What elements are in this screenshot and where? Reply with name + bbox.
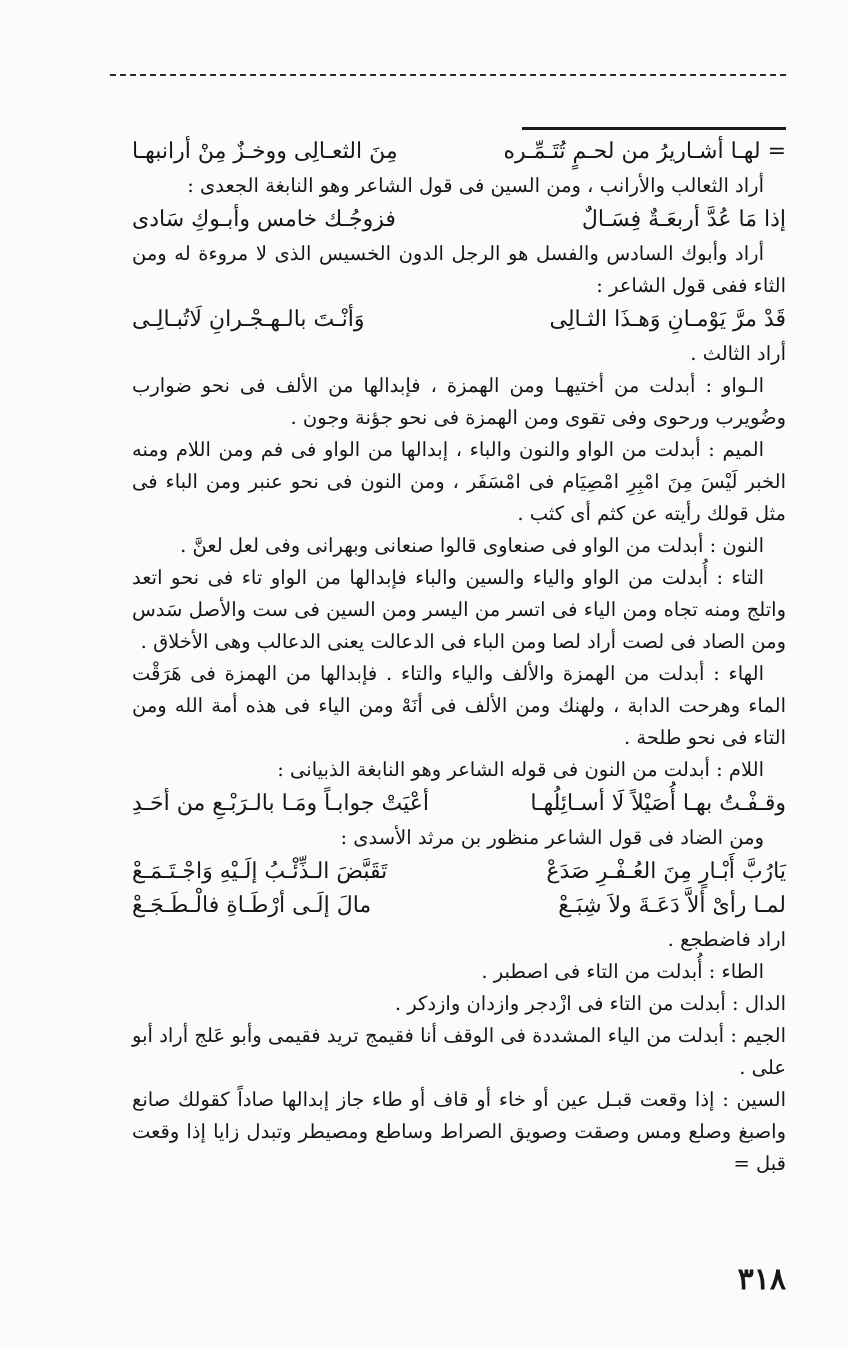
text-paragraph: الـواو : أبدلت من أختيهـا ومن الهمزة ، فإبدالها من الألف فى نحو ضوارب وضُويرب ورحوى وفى تقوى ومن الهمزة فى نحو جؤنة وجون .	[132, 374, 786, 429]
footnote-separator-rule	[522, 127, 786, 130]
text-paragraph: اراد فاضطجع .	[667, 928, 786, 951]
verse-second-hemistich: وَأنْـتَ بالـهـجْـرانِ لَاتُبـالِـى	[132, 307, 365, 332]
text-paragraph: الميم : أبدلت من الواو والنون والباء ، إبدالها من الواو فى فم ومن اللام ومنه الخبر لَيْسَ مِنَ امْبِرِ امْصِيَام فى امْسَفَر ، ومن النون فى نحو عنبر ومن الباء فى مثل قولك رأيته عن كثم أى كثب .	[132, 438, 786, 525]
verse-first-hemistich: يَارُبَّ أَبْـارٍ مِنَ العُـفْـرِ صَدَعْ	[546, 859, 786, 884]
text-paragraph: التاء : أُبدلت من الواو والياء والسين والباء فإبدالها من الواو تاء فى نحو اتعد واتلج ومنه تجاه ومن الياء فى اتسر من اليسر ومن السين فى ست والأصل سَدس ومن الصاد فى لصت أراد لصا ومن الباء فى الدعالت يعنى الدعالب وهى الأخلاق .	[132, 566, 786, 653]
verse-first-hemistich: = لهـا أشـاريرُ من لحـمٍ تُتَـمِّـره	[503, 139, 786, 164]
verse-first-hemistich: وقـفْـتُ بهـا أُصَيْلاً لَا أسـائِلُهـا	[530, 791, 786, 816]
page-body	[132, 134, 786, 1180]
verse-first-hemistich: قَدْ مرَّ يَوْمـانِ وَهـذَا الثـالِى	[549, 307, 786, 332]
text-paragraph: الطاء : أُبدلت من التاء فى اصطبر .	[481, 960, 764, 983]
verse-second-hemistich: مالَ إلَـى أرْطَـاةِ فالْـطَـجَـعْ	[132, 893, 372, 918]
verse-line	[132, 204, 786, 236]
verse-second-hemistich: فزوجُـك خامس وأبـوكِ سَادى	[132, 207, 396, 232]
text-paragraph: النون : أبدلت من الواو فى صنعاوى قالوا صنعانى وبهرانى وفى لعل لعنَّ .	[180, 534, 764, 557]
verse-first-hemistich: إذا مَا عُدَّ أربعَـةٌ فِسَـالٌ	[581, 207, 786, 232]
text-paragraph: الدال : أبدلت من التاء فى ازْدجر وازدان وازدكر .	[394, 992, 786, 1015]
verse-second-hemistich: تَقَبَّضَ الـذِّئْـبُ إلَـيْهِ وَاجْـتَـمَـعْ	[132, 859, 388, 884]
verse-line	[132, 788, 786, 820]
verse-first-hemistich: لمـا رأىْ ألاَّ دَعَـةَ ولاَ شِبَـعْ	[558, 893, 786, 918]
text-paragraph: اللام : أبدلت من النون فى قوله الشاعر وهو النابغة الذبيانى :	[277, 758, 764, 781]
verse-second-hemistich: مِنَ الثعـالِى ووخـزٌ مِنْ أرانبهـا	[132, 139, 398, 164]
verse-second-hemistich: أعْيَتْ جوابـاً ومَـا بالـرَبْـعِ من أحَـدِ	[132, 791, 429, 816]
text-paragraph: الجيم : أبدلت من الياء المشددة فى الوقف أنا فقيمج تريد فقيمى وأبو عَلج أراد أبو على .	[132, 1024, 786, 1079]
header-dashed-line	[110, 74, 786, 76]
page-number: ٣١٨	[737, 1262, 786, 1297]
text-paragraph: السين : إذا وقعت قبـل عين أو خاء أو قاف أو طاء جاز إبدالها صاداً كقولك صانع واصبغ وصلع ومس وصقت وصويق الصراط وساطع ومصيطر وتبدل زايا إذا وقعت قبل =	[132, 1088, 786, 1175]
text-paragraph: أراد الثعالب والأرانب ، ومن السين فى قول الشاعر وهو النابغة الجعدى :	[187, 174, 764, 197]
verse-line	[132, 890, 786, 922]
verse-line	[132, 856, 786, 888]
verse-line	[132, 136, 786, 168]
text-paragraph: أراد وأبوك السادس والفسل هو الرجل الدون الخسيس الذى لا مروءة له ومن الثاء ففى قول الشاعر :	[132, 242, 786, 297]
text-paragraph: الهاء : أبدلت من الهمزة والألف والياء والتاء . فإبدالها من الهمزة فى هَرَقْت الماء وهرحت الدابة ، ولهنك ومن الألف فى أنَهْ ومن الياء فى هذه أمة الله ومن التاء فى نحو طلحة .	[132, 662, 786, 749]
text-paragraph: ومن الضاد فى قول الشاعر منظور بن مرثد الأسدى :	[340, 826, 764, 849]
text-paragraph: أراد الثالث .	[690, 342, 786, 365]
verse-line	[132, 304, 786, 336]
